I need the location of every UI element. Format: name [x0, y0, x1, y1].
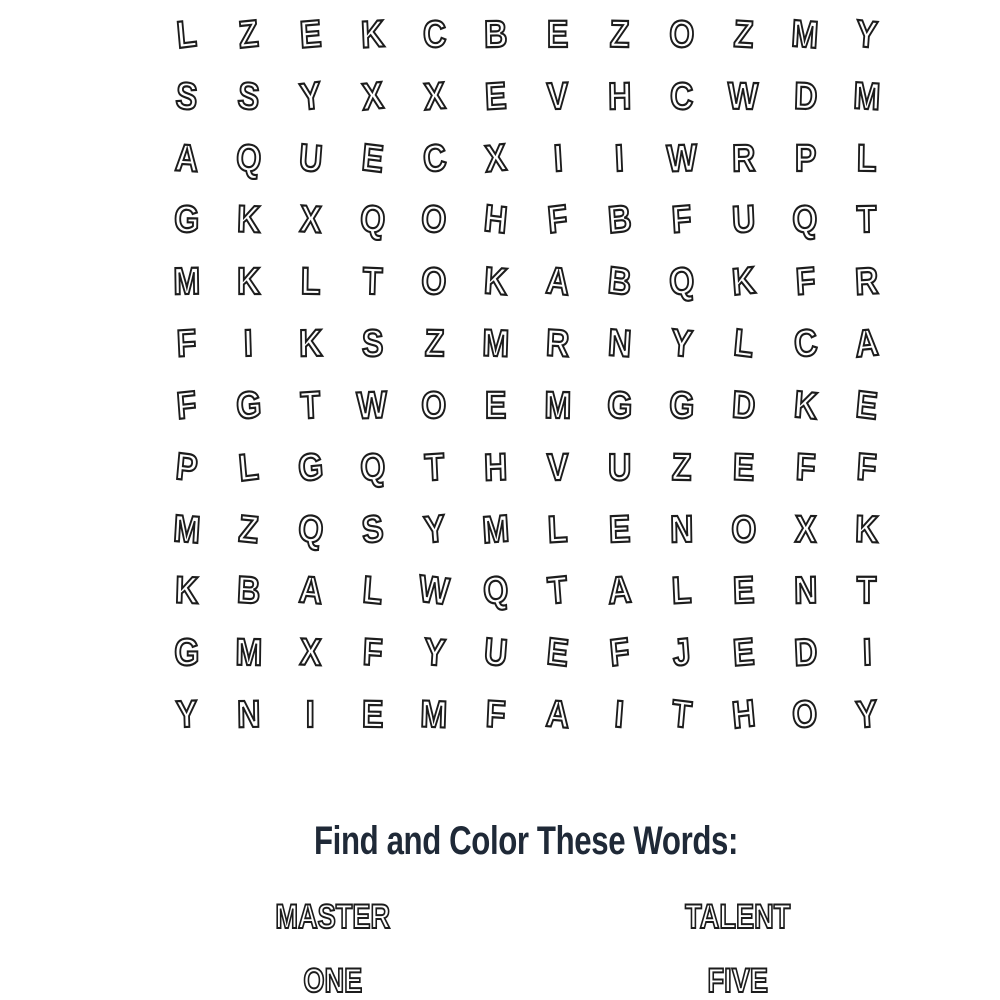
grid-letter[interactable]: F — [608, 631, 632, 676]
grid-letter[interactable]: A — [545, 693, 571, 737]
grid-letter[interactable]: R — [854, 260, 880, 304]
grid-cell — [280, 375, 342, 437]
grid-cell — [836, 560, 898, 622]
grid-cell — [465, 189, 527, 251]
grid-cell — [527, 251, 589, 313]
grid-letter[interactable]: E — [359, 136, 385, 181]
grid-letter[interactable]: O — [791, 692, 820, 738]
grid-cell — [527, 189, 589, 251]
grid-letter[interactable]: L — [300, 261, 321, 304]
grid-letter[interactable]: K — [483, 260, 509, 305]
grid-cell — [156, 313, 218, 375]
grid-cell — [341, 128, 403, 190]
grid-letter[interactable]: D — [792, 631, 818, 675]
grid-cell — [774, 499, 836, 561]
grid-letter[interactable]: L — [731, 321, 756, 367]
grid-cell — [156, 251, 218, 313]
grid-letter[interactable]: N — [669, 508, 694, 551]
grid-cell — [280, 499, 342, 561]
grid-letter[interactable]: K — [792, 383, 819, 429]
grid-cell — [712, 313, 774, 375]
grid-cell — [527, 375, 589, 437]
grid-cell — [774, 684, 836, 746]
grid-letter[interactable]: Y — [175, 693, 199, 737]
grid-cell — [341, 251, 403, 313]
grid-cell — [403, 4, 465, 66]
grid-cell — [712, 375, 774, 437]
grid-cell — [341, 189, 403, 251]
grid-cell — [156, 560, 218, 622]
grid-cell — [280, 189, 342, 251]
grid-cell — [218, 66, 280, 128]
grid-cell — [651, 189, 713, 251]
grid-letter[interactable]: A — [297, 569, 324, 614]
grid-cell — [527, 313, 589, 375]
grid-cell — [218, 560, 280, 622]
grid-letter[interactable]: L — [361, 569, 384, 614]
grid-letter[interactable]: S — [361, 323, 384, 366]
grid-cell — [589, 251, 651, 313]
grid-letter[interactable]: I — [243, 322, 254, 366]
grid-letter[interactable]: F — [794, 446, 817, 490]
grid-letter[interactable]: M — [173, 260, 201, 304]
grid-letter[interactable]: U — [297, 136, 324, 181]
grid-letter[interactable]: G — [668, 384, 696, 428]
grid-cell — [341, 560, 403, 622]
grid-letter[interactable]: Z — [609, 13, 630, 57]
grid-cell — [403, 499, 465, 561]
grid-cell — [651, 66, 713, 128]
grid-cell — [403, 560, 465, 622]
grid-cell — [465, 128, 527, 190]
grid-cell — [774, 4, 836, 66]
grid-letter[interactable]: M — [790, 12, 820, 57]
grid-cell — [651, 4, 713, 66]
grid-letter[interactable]: L — [856, 137, 878, 180]
grid-letter[interactable]: A — [174, 136, 200, 181]
grid-letter[interactable]: M — [234, 631, 263, 675]
grid-cell — [589, 66, 651, 128]
grid-cell — [527, 437, 589, 499]
grid-letter[interactable]: N — [793, 570, 818, 613]
grid-cell — [156, 189, 218, 251]
grid-letter[interactable]: M — [544, 384, 572, 428]
grid-cell — [403, 251, 465, 313]
grid-letter[interactable]: V — [546, 75, 570, 119]
grid-letter[interactable]: O — [421, 384, 448, 428]
grid-cell — [280, 684, 342, 746]
grid-cell — [465, 499, 527, 561]
grid-cell — [836, 437, 898, 499]
grid-letter[interactable]: B — [236, 569, 262, 614]
grid-letter[interactable]: P — [794, 137, 817, 180]
grid-letter[interactable]: L — [547, 507, 569, 552]
grid-cell — [156, 66, 218, 128]
grid-cell — [218, 499, 280, 561]
grid-letter[interactable]: T — [361, 260, 383, 304]
grid-letter[interactable]: R — [731, 137, 756, 180]
grid-cell — [774, 560, 836, 622]
grid-cell — [341, 66, 403, 128]
grid-letter[interactable]: G — [296, 445, 325, 490]
word-list-item: MASTER — [275, 898, 390, 936]
grid-letter[interactable]: Y — [669, 322, 694, 367]
grid-letter[interactable]: F — [485, 693, 507, 737]
grid-letter[interactable]: Q — [234, 136, 263, 181]
grid-cell — [712, 189, 774, 251]
grid-letter[interactable]: K — [730, 260, 757, 305]
grid-letter[interactable]: D — [730, 383, 757, 428]
grid-cell — [836, 684, 898, 746]
grid-letter[interactable]: S — [236, 74, 262, 119]
grid-cell — [280, 251, 342, 313]
grid-cell — [836, 375, 898, 437]
grid-cell — [527, 684, 589, 746]
grid-letter[interactable]: T — [546, 569, 570, 614]
grid-letter[interactable]: Z — [237, 12, 261, 57]
grid-letter[interactable]: F — [546, 198, 570, 243]
grid-cell — [218, 684, 280, 746]
grid-letter[interactable]: N — [606, 322, 633, 366]
grid-cell — [465, 375, 527, 437]
word-list — [130, 898, 940, 1000]
grid-letter[interactable]: Q — [358, 198, 387, 243]
grid-letter[interactable]: C — [791, 321, 819, 367]
grid-cell — [774, 128, 836, 190]
grid-cell — [712, 66, 774, 128]
grid-cell — [836, 128, 898, 190]
grid-letter[interactable]: I — [306, 694, 316, 737]
grid-letter[interactable]: E — [484, 75, 508, 119]
grid-cell — [651, 560, 713, 622]
find-words-heading: Find and Color These Words: — [314, 819, 738, 863]
grid-letter[interactable]: O — [420, 198, 449, 243]
grid-letter[interactable]: G — [606, 384, 633, 428]
grid-letter[interactable]: K — [298, 322, 323, 366]
grid-cell — [218, 313, 280, 375]
grid-letter[interactable]: F — [670, 198, 693, 243]
grid-letter[interactable]: B — [484, 13, 509, 57]
grid-cell — [341, 4, 403, 66]
grid-cell — [341, 375, 403, 437]
grid-letter[interactable]: C — [420, 136, 448, 181]
grid-letter[interactable]: L — [175, 12, 199, 58]
grid-letter[interactable]: W — [665, 136, 698, 181]
grid-letter[interactable]: Y — [854, 12, 880, 57]
grid-cell — [403, 375, 465, 437]
grid-cell — [527, 4, 589, 66]
grid-cell — [527, 560, 589, 622]
grid-letter[interactable]: X — [794, 508, 817, 551]
grid-cell — [774, 66, 836, 128]
grid-letter[interactable]: T — [857, 570, 877, 613]
grid-cell — [465, 437, 527, 499]
grid-letter[interactable]: M — [420, 693, 449, 737]
grid-letter[interactable]: F — [176, 322, 198, 366]
grid-cell — [589, 684, 651, 746]
word-list-item: FIVE — [707, 962, 768, 1000]
grid-letter[interactable]: J — [671, 631, 693, 676]
grid-letter[interactable]: Y — [297, 74, 324, 119]
grid-cell — [218, 437, 280, 499]
grid-cell — [651, 684, 713, 746]
grid-letter[interactable]: H — [483, 446, 509, 490]
grid-cell — [712, 499, 774, 561]
grid-cell — [465, 4, 527, 66]
grid-letter[interactable]: Q — [792, 198, 819, 242]
grid-letter[interactable]: E — [732, 446, 755, 490]
grid-cell — [836, 499, 898, 561]
grid-cell — [589, 313, 651, 375]
grid-cell — [280, 560, 342, 622]
grid-cell — [280, 622, 342, 684]
grid-cell — [465, 622, 527, 684]
grid-cell — [651, 437, 713, 499]
grid-cell — [774, 251, 836, 313]
grid-cell — [589, 499, 651, 561]
grid-letter[interactable]: U — [608, 446, 632, 489]
grid-cell — [589, 622, 651, 684]
grid-letter[interactable]: Z — [237, 507, 261, 552]
grid-cell — [651, 375, 713, 437]
grid-cell — [589, 560, 651, 622]
grid-letter[interactable]: F — [175, 383, 199, 428]
grid-letter[interactable]: Z — [424, 322, 445, 366]
grid-cell — [341, 684, 403, 746]
grid-cell — [836, 4, 898, 66]
grid-cell — [836, 66, 898, 128]
grid-letter[interactable]: Q — [358, 445, 387, 490]
grid-letter[interactable]: A — [853, 321, 881, 367]
grid-letter[interactable]: E — [485, 384, 507, 427]
grid-letter[interactable]: T — [299, 384, 322, 428]
grid-letter[interactable]: M — [172, 507, 202, 552]
grid-cell — [774, 375, 836, 437]
grid-letter[interactable]: E — [547, 13, 569, 56]
grid-letter[interactable]: X — [298, 198, 323, 243]
grid-cell — [218, 375, 280, 437]
grid-letter[interactable]: I — [613, 693, 626, 737]
grid-letter[interactable]: T — [669, 692, 694, 738]
grid-cell — [218, 251, 280, 313]
grid-letter[interactable]: O — [730, 508, 756, 551]
grid-cell — [774, 313, 836, 375]
grid-letter[interactable]: A — [544, 260, 572, 305]
grid-cell — [712, 684, 774, 746]
grid-cell — [156, 375, 218, 437]
grid-letter[interactable]: L — [670, 569, 693, 613]
grid-cell — [341, 313, 403, 375]
grid-cell — [341, 499, 403, 561]
grid-cell — [280, 437, 342, 499]
grid-cell — [403, 622, 465, 684]
grid-cell — [280, 66, 342, 128]
grid-letter[interactable]: E — [545, 631, 571, 676]
grid-letter[interactable]: H — [607, 75, 632, 118]
grid-cell — [465, 313, 527, 375]
grid-letter[interactable]: G — [174, 199, 200, 242]
grid-cell — [403, 437, 465, 499]
grid-cell — [156, 4, 218, 66]
grid-letter[interactable]: F — [794, 260, 817, 304]
grid-letter[interactable]: A — [606, 569, 633, 614]
grid-cell — [836, 189, 898, 251]
grid-letter[interactable]: E — [732, 569, 755, 613]
grid-letter[interactable]: Y — [422, 631, 447, 676]
grid-letter[interactable]: H — [729, 692, 757, 738]
grid-cell — [527, 66, 589, 128]
grid-cell — [527, 128, 589, 190]
grid-letter[interactable]: M — [481, 322, 511, 366]
grid-letter[interactable]: T — [423, 446, 446, 490]
grid-letter[interactable]: E — [608, 508, 632, 551]
grid-letter[interactable]: K — [236, 198, 262, 242]
grid-cell — [280, 128, 342, 190]
grid-letter[interactable]: K — [237, 261, 261, 304]
grid-letter[interactable]: V — [546, 446, 569, 489]
grid-letter[interactable]: W — [356, 384, 389, 428]
grid-cell — [589, 189, 651, 251]
grid-cell — [341, 622, 403, 684]
grid-cell — [403, 128, 465, 190]
grid-cell — [156, 622, 218, 684]
grid-cell — [527, 622, 589, 684]
word-list-item: TALENT — [684, 898, 791, 936]
grid-cell — [403, 313, 465, 375]
grid-letter[interactable]: O — [668, 13, 695, 57]
grid-letter[interactable]: Q — [481, 568, 511, 614]
grid-letter[interactable]: I — [552, 137, 564, 180]
grid-letter[interactable]: C — [669, 75, 694, 118]
grid-letter[interactable]: R — [545, 322, 571, 366]
grid-letter[interactable]: G — [234, 383, 263, 428]
grid-letter[interactable]: I — [861, 632, 873, 675]
grid-letter[interactable]: Z — [671, 446, 692, 489]
grid-cell — [280, 4, 342, 66]
grid-cell — [589, 375, 651, 437]
grid-cell — [465, 560, 527, 622]
word-list-item: ONE — [303, 962, 362, 1000]
grid-cell — [403, 684, 465, 746]
grid-cell — [836, 313, 898, 375]
grid-cell — [589, 128, 651, 190]
grid-letter[interactable]: U — [482, 631, 510, 676]
grid-cell — [651, 313, 713, 375]
grid-cell — [589, 4, 651, 66]
grid-cell — [774, 437, 836, 499]
grid-letter[interactable]: X — [422, 74, 447, 119]
grid-letter[interactable]: X — [483, 136, 509, 181]
grid-letter[interactable]: F — [361, 631, 384, 675]
grid-cell — [280, 313, 342, 375]
grid-cell — [712, 437, 774, 499]
grid-letter[interactable]: Q — [667, 259, 696, 305]
grid-cell — [836, 251, 898, 313]
letter-grid — [156, 4, 898, 746]
grid-cell — [712, 4, 774, 66]
grid-cell — [465, 66, 527, 128]
grid-letter[interactable]: E — [298, 13, 323, 57]
grid-cell — [156, 128, 218, 190]
grid-letter[interactable]: F — [855, 445, 879, 490]
grid-cell — [403, 66, 465, 128]
grid-letter[interactable]: B — [606, 198, 633, 243]
grid-letter[interactable]: Y — [421, 507, 447, 552]
grid-cell — [712, 128, 774, 190]
grid-letter[interactable]: P — [174, 445, 200, 490]
grid-cell — [651, 499, 713, 561]
grid-letter[interactable]: I — [614, 137, 626, 180]
grid-letter[interactable]: D — [792, 75, 818, 119]
grid-cell — [712, 622, 774, 684]
grid-letter[interactable]: Q — [296, 507, 325, 552]
grid-letter[interactable]: K — [854, 508, 880, 552]
grid-letter[interactable]: N — [236, 693, 261, 737]
grid-cell — [651, 128, 713, 190]
grid-letter[interactable]: E — [854, 383, 880, 429]
grid-cell — [527, 499, 589, 561]
grid-cell — [651, 251, 713, 313]
grid-cell — [712, 560, 774, 622]
grid-cell — [712, 251, 774, 313]
grid-cell — [465, 684, 527, 746]
grid-letter[interactable]: X — [360, 74, 385, 119]
grid-letter[interactable]: K — [174, 569, 200, 613]
grid-cell — [156, 437, 218, 499]
grid-cell — [218, 622, 280, 684]
grid-cell — [218, 128, 280, 190]
grid-letter[interactable]: S — [359, 507, 385, 552]
grid-letter[interactable]: U — [730, 198, 756, 243]
grid-cell — [589, 437, 651, 499]
grid-letter[interactable]: M — [852, 74, 882, 119]
grid-cell — [341, 437, 403, 499]
grid-letter[interactable]: C — [421, 13, 447, 57]
grid-letter[interactable]: Y — [855, 693, 880, 737]
grid-letter[interactable]: O — [420, 260, 448, 304]
grid-letter[interactable]: K — [359, 13, 385, 57]
grid-letter[interactable]: B — [606, 259, 634, 305]
grid-letter[interactable]: L — [237, 445, 261, 490]
grid-cell — [156, 684, 218, 746]
grid-letter[interactable]: E — [731, 631, 756, 676]
grid-cell — [774, 189, 836, 251]
grid-letter[interactable]: E — [361, 693, 384, 737]
grid-cell — [774, 622, 836, 684]
grid-cell — [465, 251, 527, 313]
grid-letter[interactable]: W — [727, 75, 759, 119]
grid-cell — [403, 189, 465, 251]
grid-letter[interactable]: H — [482, 198, 510, 243]
grid-cell — [836, 622, 898, 684]
grid-letter[interactable]: G — [174, 632, 200, 675]
grid-letter[interactable]: M — [481, 507, 511, 552]
grid-cell — [156, 499, 218, 561]
grid-letter[interactable]: Z — [732, 13, 755, 57]
grid-cell — [651, 622, 713, 684]
grid-cell — [218, 189, 280, 251]
grid-letter[interactable]: W — [417, 568, 452, 615]
grid-letter[interactable]: S — [174, 74, 200, 119]
grid-letter[interactable]: T — [856, 199, 878, 242]
grid-letter[interactable]: X — [299, 631, 322, 675]
grid-cell — [218, 4, 280, 66]
